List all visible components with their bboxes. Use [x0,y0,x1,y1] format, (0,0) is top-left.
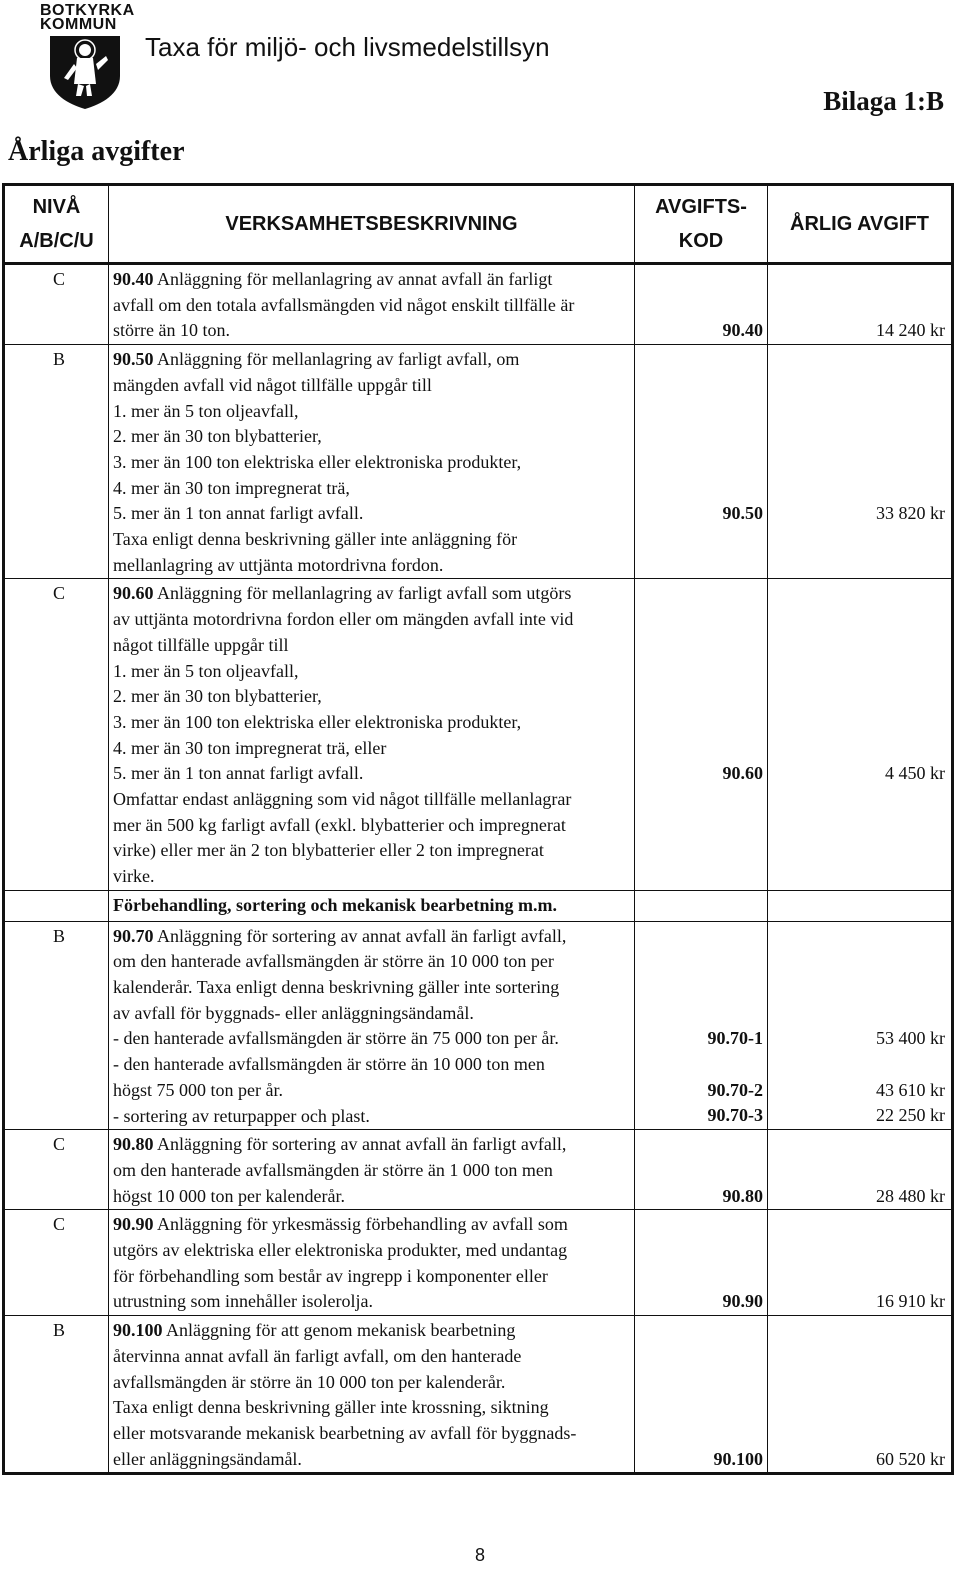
row-code-cell [635,579,768,890]
row-text: Anläggning för mellanlagring av farligt avfall, om [153,349,520,370]
description-line: mängden avfall vid något tillfälle uppgår till [113,374,432,395]
logo-line-2: KOMMUN [40,16,117,33]
row-description [109,921,635,1130]
page-number: 8 [474,1545,485,1565]
header-level-line-1: NIVÅ [32,196,81,218]
row-description [109,1210,635,1316]
row-fee-cell [768,1130,953,1210]
logo-line-1: BOTKYRKA [40,2,135,19]
table-row [4,1210,953,1316]
subheading: Förbehandling, sortering och mekanisk bearbetning m.m. [109,890,635,921]
row-text: Anläggning för mellanlagring av farligt avfall som utgörs [153,583,572,604]
row-description [109,1130,635,1210]
row-text: Anläggning för sortering av annat avfall än farligt avfall, [153,1134,567,1155]
fee-code: 90.40 [722,320,763,341]
description-line: för förbehandling som består av ingrepp i komponenter eller [113,1265,548,1286]
annual-fee: 60 520 kr [876,1448,945,1469]
description-line: något tillfälle uppgår till [113,634,289,655]
description-line: återvinna annat avfall än farligt avfall, om den hanterade [113,1345,522,1366]
description-line: avfallsmängden är större än 10 000 ton per kalenderår. [113,1371,506,1392]
row-level: C [4,264,109,345]
description-line [113,347,630,373]
annual-fee: 53 400 kr [876,1028,945,1049]
row-level: B [4,921,109,1130]
row-fee-cell [768,1316,953,1474]
description-line: - den hanterade avfallsmängden är större än 10 000 ton men [113,1054,545,1075]
description-line: 2. mer än 30 ton blybatterier, [113,426,322,447]
row-number: 90.60 [113,583,154,604]
description-line: utgörs av elektriska eller elektroniska produkter, med undantag [113,1240,568,1261]
description-line: - den hanterade avfallsmängden är större än 75 000 ton per år. [113,1028,559,1049]
description-line: virke) eller mer än 2 ton blybatterier eller 2 ton impregnerat [113,840,544,861]
annual-fee: 43 610 kr [876,1079,945,1100]
description-line: 3. mer än 100 ton elektriska eller elektroniska produkter, [113,711,522,732]
header-level-line-2: A/B/C/U [19,230,94,252]
description-line: Taxa enligt denna beskrivning gäller inte krossning, siktning [113,1397,549,1418]
row-text: Anläggning för yrkesmässig förbehandling av avfall som [153,1214,568,1235]
description-line [113,267,630,293]
annual-fees-table [2,183,954,1475]
annual-fee: 28 480 kr [876,1185,945,1206]
row-fee-cell [768,264,953,345]
description-line [113,1212,630,1238]
logo-text [40,2,135,33]
header-description: VERKSAMHETSBESKRIVNING [109,185,635,264]
description-line: kalenderår. Taxa enligt denna beskrivning gäller inte sortering [113,976,560,997]
row-number: 90.80 [113,1134,154,1155]
row-text: Anläggning för att genom mekanisk bearbetning [162,1320,516,1341]
description-line: om den hanterade avfallsmängden är större än 10 000 ton per [113,951,554,972]
row-level: C [4,1130,109,1210]
municipal-shield-icon [46,34,124,110]
description-line: mellanlagring av uttjänta motordrivna fordon. [113,554,444,575]
row-number: 90.50 [113,349,154,370]
row-code-cell [635,345,768,579]
annual-fee: 14 240 kr [876,320,945,341]
header-fee: ÅRLIG AVGIFT [768,185,953,264]
header-code [635,185,768,264]
row-level: C [4,579,109,890]
description-line: Taxa enligt denna beskrivning gäller inte anläggning för [113,529,518,550]
row-level: B [4,345,109,579]
fee-code: 90.100 [713,1448,763,1469]
fee-code: 90.70-2 [707,1079,763,1100]
table-row [4,1316,953,1474]
row-number: 90.70 [113,925,154,946]
description-line: 5. mer än 1 ton annat farligt avfall. [113,503,364,524]
row-code-cell [635,1210,768,1316]
fee-code: 90.70-3 [707,1105,763,1126]
annual-fee: 33 820 kr [876,503,945,524]
header-level [4,185,109,264]
description-line: utrustning som innehåller isolerolja. [113,1291,373,1312]
section-title: Årliga avgifter [8,136,185,167]
fee-code: 90.60 [722,763,763,784]
row-description [109,345,635,579]
description-line: eller anläggningsändamål. [113,1448,302,1469]
description-line: av avfall för byggnads- eller anläggningsändamål. [113,1002,474,1023]
row-fee-cell [768,345,953,579]
municipality-logo [40,2,135,33]
table-row [4,345,953,579]
appendix-label: Bilaga 1:B [823,86,944,116]
fee-code: 90.70-1 [707,1028,763,1049]
row-number: 90.90 [113,1214,154,1235]
description-line: - sortering av returpapper och plast. [113,1105,370,1126]
table-header-row [4,185,953,264]
description-line: 2. mer än 30 ton blybatterier, [113,686,322,707]
description-line: 4. mer än 30 ton impregnerat trä, eller [113,737,387,758]
description-line: 3. mer än 100 ton elektriska eller elektroniska produkter, [113,451,522,472]
description-line: 1. mer än 5 ton oljeavfall, [113,400,299,421]
table-row [4,921,953,1130]
row-text: Anläggning för sortering av annat avfall än farligt avfall, [153,925,567,946]
row-fee-cell [768,921,953,1130]
description-line [113,1132,630,1158]
table-row [4,264,953,345]
description-line: mer än 500 kg farligt avfall (exkl. blybatterier och impregnerat [113,814,566,835]
description-line: av uttjänta motordrivna fordon eller om mängden avfall inte vid [113,609,574,630]
description-line: större än 10 ton. [113,320,230,341]
description-line: 4. mer än 30 ton impregnerat trä, [113,477,350,498]
description-line: om den hanterade avfallsmängden är större än 1 000 ton men [113,1159,553,1180]
subheading-row [4,890,953,921]
row-fee-cell [768,1210,953,1316]
annual-fee: 22 250 kr [876,1105,945,1126]
row-code-cell [635,1130,768,1210]
document-title: Taxa för miljö- och livsmedelstillsyn [145,32,550,62]
description-line [113,1318,630,1344]
row-number: 90.40 [113,269,154,289]
description-line: 1. mer än 5 ton oljeavfall, [113,660,299,681]
row-number: 90.100 [113,1320,163,1341]
fee-code: 90.90 [722,1291,763,1312]
row-fee-cell [768,579,953,890]
row-code-cell [635,921,768,1130]
header-code-line-2: KOD [678,230,724,252]
subheading-fee-cell [768,890,953,921]
annual-fee: 16 910 kr [876,1291,945,1312]
subheading-code-cell [635,890,768,921]
subheading-level-cell [4,890,109,921]
table-row [4,579,953,890]
row-description [109,1316,635,1474]
description-line: Omfattar endast anläggning som vid något tillfälle mellanlagrar [113,789,572,810]
row-code-cell [635,1316,768,1474]
table-row [4,1130,953,1210]
description-line [113,581,630,607]
description-line: högst 75 000 ton per år. [113,1079,283,1100]
row-level: C [4,1210,109,1316]
fee-code: 90.50 [722,503,763,524]
header-code-line-1: AVGIFTS- [655,196,747,218]
description-line: högst 10 000 ton per kalenderår. [113,1185,345,1206]
annual-fee: 4 450 kr [885,763,945,784]
fee-code: 90.80 [722,1185,763,1206]
row-description [109,264,635,345]
row-description [109,579,635,890]
row-code-cell [635,264,768,345]
row-text: Anläggning för mellanlagring av annat avfall än farligt [153,269,553,289]
description-line: 5. mer än 1 ton annat farligt avfall. [113,763,364,784]
description-line: virke. [113,866,155,887]
row-level: B [4,1316,109,1474]
description-line: avfall om den totala avfallsmängden vid något enskilt tillfälle är [113,294,575,315]
description-line [113,924,630,950]
description-line: eller motsvarande mekanisk bearbetning av avfall för byggnads- [113,1422,577,1443]
